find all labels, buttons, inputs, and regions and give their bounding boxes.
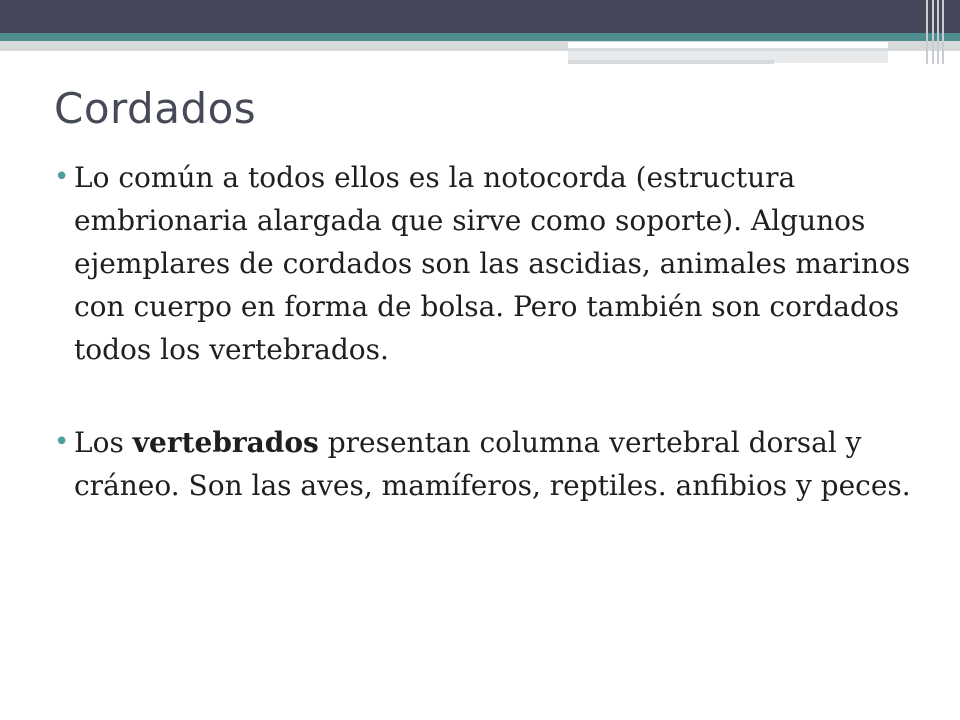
header-stripes — [926, 0, 950, 64]
header-bar-teal — [0, 33, 960, 41]
bullet-text-before: Los — [74, 426, 133, 459]
slide-title: Cordados — [54, 84, 257, 133]
slide-content — [54, 156, 914, 507]
bullet-dot-icon: • — [54, 427, 70, 457]
bullet-dot-icon: • — [54, 162, 70, 192]
bullet-item — [54, 156, 914, 371]
bullet-item — [54, 421, 914, 507]
header-bar-notch — [568, 42, 888, 48]
bullet-text-bold: vertebrados — [132, 426, 319, 459]
bullet-text-after: presentan columna vertebral dorsal y cráneo. Son las aves, mamíferos, reptiles. anfibios y peces. — [74, 426, 911, 502]
header-bar-under — [568, 60, 774, 64]
bullet-text: Lo común a todos ellos es la notocorda (estructura embrionaria alargada que sirve como soporte). Algunos ejemplares de cordados son las ascidias, animales marinos con cuerpo en forma de bolsa. Pero también son cordados todos los vertebrados. — [74, 161, 911, 366]
header-bar-dark — [0, 0, 960, 33]
